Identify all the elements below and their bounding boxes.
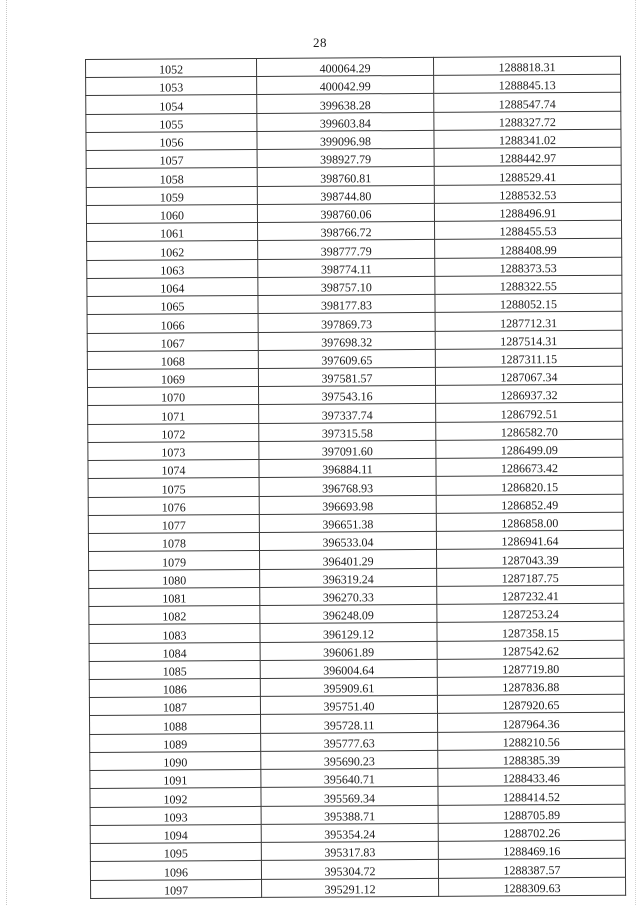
x-coordinate-cell: 395909.61	[260, 677, 437, 696]
table-row	[91, 877, 626, 899]
y-coordinate-cell: 1286582.70	[436, 421, 623, 440]
x-coordinate-cell: 398757.10	[258, 276, 435, 295]
y-coordinate-cell: 1288702.26	[438, 822, 625, 841]
point-id-cell: 1077	[88, 514, 259, 533]
x-coordinate-cell: 398744.80	[257, 185, 434, 204]
y-coordinate-cell: 1286673.42	[436, 457, 623, 476]
y-coordinate-cell: 1287043.39	[437, 549, 624, 568]
x-coordinate-cell: 395728.11	[261, 714, 438, 733]
x-coordinate-cell: 395640.71	[261, 768, 438, 787]
y-coordinate-cell: 1288442.97	[434, 147, 621, 166]
point-id-cell: 1073	[88, 441, 259, 460]
point-id-cell: 1091	[90, 770, 261, 789]
point-id-cell: 1055	[86, 113, 257, 132]
x-coordinate-cell: 396651.38	[259, 513, 436, 532]
y-coordinate-cell: 1288385.39	[438, 749, 625, 768]
point-id-cell: 1076	[88, 496, 259, 515]
point-id-cell: 1089	[90, 733, 261, 752]
point-id-cell: 1067	[87, 332, 258, 351]
y-coordinate-cell: 1288845.13	[434, 74, 621, 93]
x-coordinate-cell: 396401.29	[260, 550, 437, 569]
y-coordinate-cell: 1288322.55	[435, 275, 622, 294]
x-coordinate-cell: 395291.12	[262, 878, 439, 897]
point-id-cell: 1075	[88, 478, 259, 497]
point-id-cell: 1059	[86, 186, 257, 205]
point-id-cell: 1080	[89, 569, 260, 588]
y-coordinate-cell: 1286499.09	[436, 439, 623, 458]
y-coordinate-cell: 1287712.31	[435, 312, 622, 331]
point-id-cell: 1054	[86, 95, 257, 114]
point-id-cell: 1062	[87, 241, 258, 260]
y-coordinate-cell: 1288532.53	[434, 184, 621, 203]
y-coordinate-cell: 1287719.80	[437, 658, 624, 677]
y-coordinate-cell: 1286792.51	[436, 403, 623, 422]
x-coordinate-cell: 395751.40	[260, 696, 437, 715]
y-coordinate-cell: 1286852.49	[436, 494, 623, 513]
x-coordinate-cell: 398927.79	[257, 149, 434, 168]
y-coordinate-cell: 1288052.15	[435, 293, 622, 312]
point-id-cell: 1070	[88, 387, 259, 406]
y-coordinate-cell: 1286858.00	[436, 512, 623, 531]
y-coordinate-cell: 1287232.41	[437, 585, 624, 604]
point-id-cell: 1087	[89, 697, 260, 716]
x-coordinate-cell: 395777.63	[261, 732, 438, 751]
x-coordinate-cell: 399603.84	[257, 112, 434, 131]
point-id-cell: 1079	[89, 551, 260, 570]
y-coordinate-cell: 1287311.15	[435, 348, 622, 367]
point-id-cell: 1074	[88, 460, 259, 479]
y-coordinate-cell: 1288414.52	[438, 786, 625, 805]
point-id-cell: 1081	[89, 587, 260, 606]
point-id-cell: 1088	[90, 715, 261, 734]
y-coordinate-cell: 1288547.74	[434, 93, 621, 112]
y-coordinate-cell: 1287067.34	[435, 366, 622, 385]
x-coordinate-cell: 398766.72	[258, 221, 435, 240]
point-id-cell: 1097	[91, 879, 262, 898]
point-id-cell: 1069	[87, 368, 258, 387]
y-coordinate-cell: 1288469.16	[438, 840, 625, 859]
x-coordinate-cell: 397609.65	[258, 349, 435, 368]
point-id-cell: 1072	[88, 423, 259, 442]
y-coordinate-cell: 1287542.62	[437, 640, 624, 659]
y-coordinate-cell: 1287187.75	[437, 567, 624, 586]
x-coordinate-cell: 396270.33	[260, 586, 437, 605]
point-id-cell: 1083	[89, 624, 260, 643]
point-id-cell: 1052	[86, 58, 257, 77]
x-coordinate-cell: 398760.06	[257, 203, 434, 222]
point-id-cell: 1057	[86, 150, 257, 169]
y-coordinate-cell: 1287253.24	[437, 603, 624, 622]
scan-edge-right	[635, 0, 637, 905]
point-id-cell: 1082	[89, 605, 260, 624]
scan-edge-left	[6, 0, 8, 905]
point-id-cell: 1060	[86, 204, 257, 223]
x-coordinate-cell: 397091.60	[259, 440, 436, 459]
x-coordinate-cell: 396129.12	[260, 623, 437, 642]
point-id-cell: 1056	[86, 131, 257, 150]
x-coordinate-cell: 397869.73	[258, 313, 435, 332]
x-coordinate-cell: 396004.64	[260, 659, 437, 678]
coordinate-table-body	[86, 56, 626, 898]
x-coordinate-cell: 398177.83	[258, 294, 435, 313]
x-coordinate-cell: 396884.11	[259, 459, 436, 478]
point-id-cell: 1061	[87, 223, 258, 242]
x-coordinate-cell: 396061.89	[260, 641, 437, 660]
y-coordinate-cell: 1286941.64	[436, 530, 623, 549]
point-id-cell: 1053	[86, 77, 257, 96]
y-coordinate-cell: 1287964.36	[438, 713, 625, 732]
x-coordinate-cell: 396533.04	[259, 531, 436, 550]
point-id-cell: 1095	[90, 843, 261, 862]
point-id-cell: 1066	[87, 314, 258, 333]
x-coordinate-cell: 400042.99	[257, 76, 434, 95]
y-coordinate-cell: 1288705.89	[438, 804, 625, 823]
x-coordinate-cell: 398760.81	[257, 167, 434, 186]
x-coordinate-cell: 395354.24	[261, 823, 438, 842]
y-coordinate-cell: 1287358.15	[437, 621, 624, 640]
point-id-cell: 1064	[87, 277, 258, 296]
y-coordinate-cell: 1287514.31	[435, 330, 622, 349]
y-coordinate-cell: 1288309.63	[439, 877, 626, 896]
y-coordinate-cell: 1288818.31	[433, 56, 620, 75]
point-id-cell: 1090	[90, 751, 261, 770]
x-coordinate-cell: 399638.28	[257, 94, 434, 113]
y-coordinate-cell: 1288373.53	[435, 257, 622, 276]
y-coordinate-cell: 1288433.46	[438, 767, 625, 786]
point-id-cell: 1071	[88, 405, 259, 424]
x-coordinate-cell: 396693.98	[259, 495, 436, 514]
point-id-cell: 1084	[89, 642, 260, 661]
point-id-cell: 1093	[90, 806, 261, 825]
x-coordinate-cell: 397337.74	[259, 404, 436, 423]
y-coordinate-cell: 1287836.88	[437, 676, 624, 695]
x-coordinate-cell: 398777.79	[258, 240, 435, 259]
x-coordinate-cell: 395304.72	[261, 860, 438, 879]
y-coordinate-cell: 1288408.99	[435, 239, 622, 258]
x-coordinate-cell: 399096.98	[257, 130, 434, 149]
x-coordinate-cell: 397698.32	[258, 331, 435, 350]
point-id-cell: 1063	[87, 259, 258, 278]
y-coordinate-cell: 1286820.15	[436, 476, 623, 495]
x-coordinate-cell: 397315.58	[259, 422, 436, 441]
x-coordinate-cell: 396768.93	[259, 477, 436, 496]
x-coordinate-cell: 398774.11	[258, 258, 435, 277]
x-coordinate-cell: 396248.09	[260, 604, 437, 623]
y-coordinate-cell: 1288387.57	[438, 859, 625, 878]
point-id-cell: 1078	[88, 533, 259, 552]
x-coordinate-cell: 396319.24	[260, 568, 437, 587]
point-id-cell: 1094	[90, 824, 261, 843]
y-coordinate-cell: 1288496.91	[434, 202, 621, 221]
x-coordinate-cell: 395690.23	[261, 750, 438, 769]
y-coordinate-cell: 1288341.02	[434, 129, 621, 148]
x-coordinate-cell: 395388.71	[261, 805, 438, 824]
y-coordinate-cell: 1288327.72	[434, 111, 621, 130]
point-id-cell: 1086	[89, 678, 260, 697]
y-coordinate-cell: 1288455.53	[434, 220, 621, 239]
x-coordinate-cell: 397543.16	[259, 386, 436, 405]
y-coordinate-cell: 1288529.41	[434, 166, 621, 185]
point-id-cell: 1096	[90, 861, 261, 880]
y-coordinate-cell: 1288210.56	[438, 731, 625, 750]
x-coordinate-cell: 400064.29	[256, 57, 433, 76]
page-number: 28	[313, 35, 327, 50]
coordinate-table	[85, 56, 626, 899]
point-id-cell: 1092	[90, 788, 261, 807]
x-coordinate-cell: 395569.34	[261, 787, 438, 806]
y-coordinate-cell: 1286937.32	[436, 384, 623, 403]
point-id-cell: 1058	[86, 168, 257, 187]
point-id-cell: 1068	[87, 350, 258, 369]
y-coordinate-cell: 1287920.65	[437, 694, 624, 713]
x-coordinate-cell: 397581.57	[258, 367, 435, 386]
point-id-cell: 1065	[87, 295, 258, 314]
x-coordinate-cell: 395317.83	[261, 841, 438, 860]
point-id-cell: 1085	[89, 660, 260, 679]
